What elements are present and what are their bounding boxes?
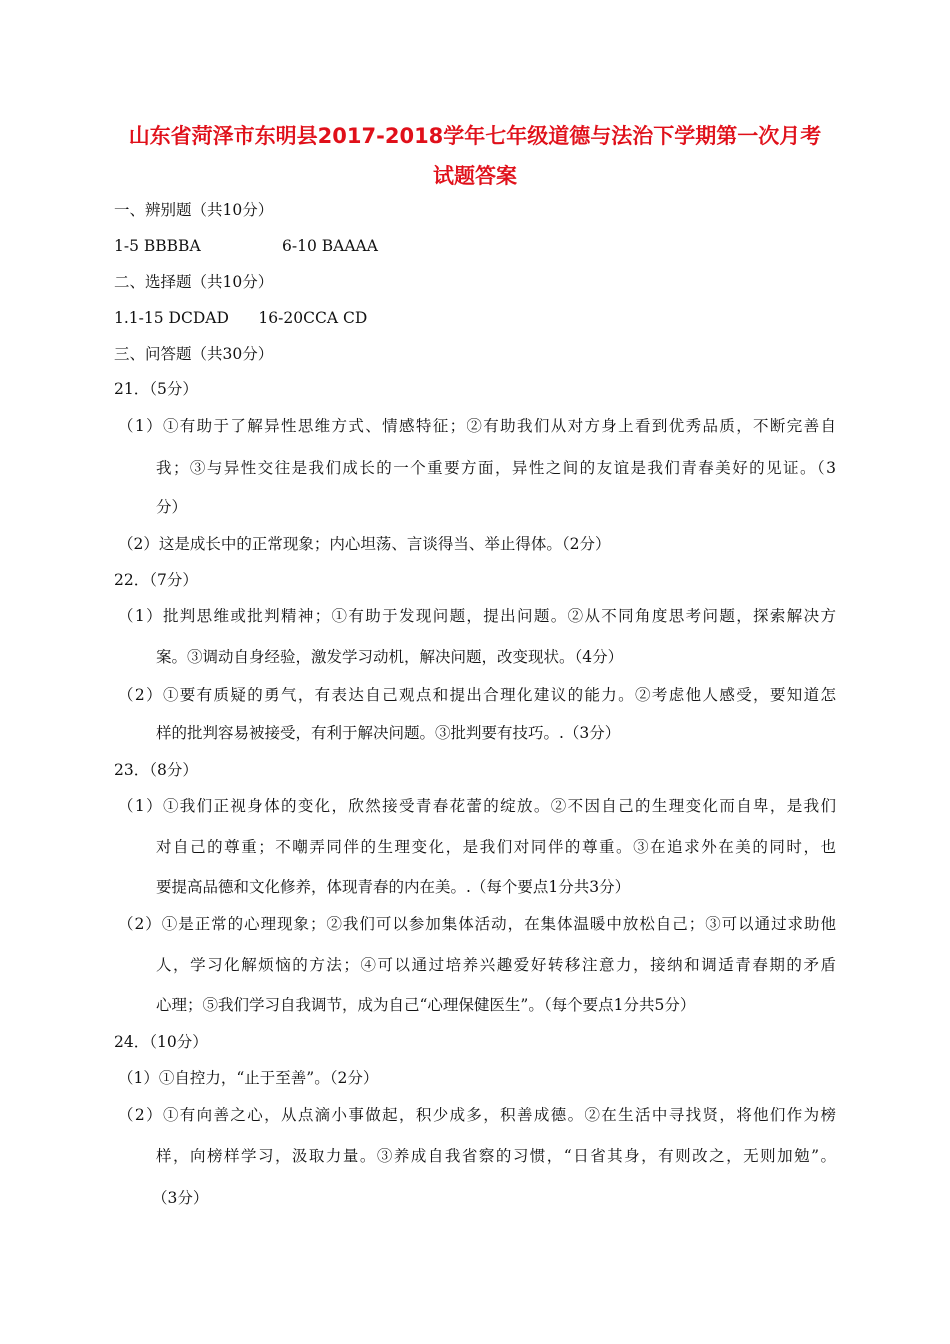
q23-part1-line2: 对自己的尊重；不嘲弄同伴的生理变化，是我们对同伴的尊重。③在追求外在美的同时，也 [156,838,836,856]
q22-part1-line2: 案。③调动自身经验，激发学习动机，解决问题，改变现状。（4分） [156,648,624,666]
q22-heading: 22．（7分） [114,571,198,589]
q21-heading: 21．（5分） [114,380,198,398]
section-3-heading: 三、问答题（共30分） [114,345,274,363]
section-2-heading: 二、选择题（共10分） [114,273,274,291]
q23-part2-line2: 人，学习化解烦恼的方法；④可以通过培养兴趣爱好转移注意力，接纳和调适青春期的矛盾 [156,956,836,974]
q24-part2-line3: （3分） [152,1189,209,1207]
q21-part1-line2: 我；③与异性交往是我们成长的一个重要方面，异性之间的友谊是我们青春美好的见证。（3 [156,459,836,477]
section-1-answers-a: 1-5 BBBBA [114,237,201,255]
q23-part2-line3: 心理；⑤我们学习自我调节，成为自己“心理保健医生”。（每个要点1分共5分） [156,996,696,1014]
q22-part1-line1: （1）批判思维或批判精神；①有助于发现问题，提出问题。②从不同角度思考问题，探索解决方 [118,607,836,625]
title-line-2: 试题答案 [433,164,517,188]
q21-part1-line3: 分） [156,498,188,516]
section-2-answers: 1.1-15 DCDAD 16-20CCA CD [114,309,368,327]
q21-part1-line1: （1）①有助于了解异性思维方式、情感特征；②有助我们从对方身上看到优秀品质，不断完善自 [118,417,836,435]
q22-part2-line1: （2）①要有质疑的勇气，有表达自己观点和提出合理化建议的能力。②考虑他人感受，要知道怎 [118,686,836,704]
q23-part1-line3: 要提高品德和文化修养，体现青春的内在美。.（每个要点1分共3分） [156,878,631,896]
q24-heading: 24．（10分） [114,1033,208,1051]
q23-part1-line1: （1）①我们正视身体的变化，欣然接受青春花蕾的绽放。②不因自己的生理变化而自卑，是我们 [118,797,836,815]
section-1-answers-b: 6-10 BAAAA [282,237,378,255]
q24-part2-line1: （2）①有向善之心，从点滴小事做起，积少成多，积善成德。②在生活中寻找贤，将他们作为榜 [118,1106,836,1124]
title-line-1: 山东省菏泽市东明县2017-2018学年七年级道德与法治下学期第一次月考 [128,124,822,148]
section-1-heading: 一、辨别题（共10分） [114,201,274,219]
q23-heading: 23．（8分） [114,761,198,779]
q23-part2-line1: （2）①是正常的心理现象；②我们可以参加集体活动，在集体温暖中放松自己；③可以通过求助他 [118,915,836,933]
q24-part1-line1: （1）①自控力，“止于至善”。（2分） [118,1069,379,1087]
q24-part2-line2: 样，向榜样学习，汲取力量。③养成自我省察的习惯，“日省其身，有则改之，无则加勉”。 [156,1147,836,1165]
q22-part2-line2: 样的批判容易被接受，有利于解决问题。③批判要有技巧。.（3分） [156,724,621,742]
q21-part2-line1: （2）这是成长中的正常现象；内心坦荡、言谈得当、举止得体。（2分） [118,535,611,553]
